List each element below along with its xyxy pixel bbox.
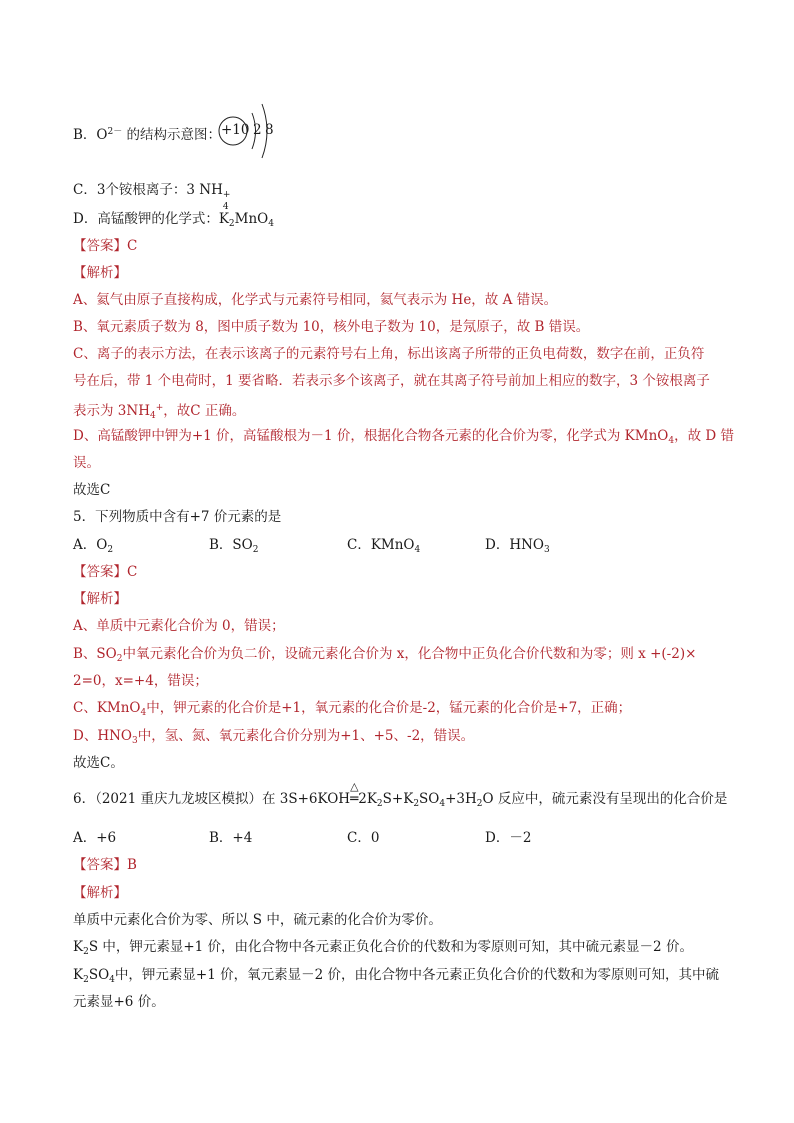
- q5-option-a: A．$O_2$: [73, 537, 114, 555]
- q5-answer: 【答案】C: [73, 564, 138, 580]
- q4-explanation-c-line3: 表示为 $3NH_4^+$，故C 正确。: [73, 403, 246, 421]
- q5-stem: 5．下列物质中含有+7 价元素的是: [73, 509, 282, 525]
- heat-equals-sign: △ ═: [350, 780, 359, 807]
- q4-analysis-heading: 【解析】: [73, 265, 127, 281]
- q4-explanation-d-line1: D、高锰酸钾中钾为+1 价，高锰酸根为－1 价，根据化合物各元素的化合价为零，化学式为 KMnO$_4$，故 D 错: [73, 428, 734, 446]
- q6-stem: 6．（2021 重庆九龙坡区模拟）在 3S+6KOH △ $═2K_2S+K_2SO_4+3H_2O$ 反应中，硫元素没有呈现出的化合价是: [73, 780, 728, 809]
- q5-option-b: B．$SO_2$: [209, 537, 259, 555]
- q6-explanation-line4: 元素显+6 价。: [73, 994, 165, 1010]
- q4-explanation-b: B、氧元素质子数为 8，图中质子数为 10，核外电子数为 10，是氖原子，故 B 错误。: [73, 319, 590, 335]
- q6-option-a: A．+6: [73, 830, 117, 846]
- q5-explanation-b-line2: 2=0，x=+4，错误；: [73, 673, 208, 689]
- nucleus-charge: +10: [221, 122, 250, 138]
- q4-explanation-c-line2: 号在后，带 1 个电荷时，1 要省略．若表示多个该离子，就在其离子符号前加上相应的数字，3 个铵根离子: [73, 373, 710, 389]
- q4-conclusion: 故选C: [73, 482, 111, 498]
- q4-explanation-d-line2: 误。: [73, 455, 100, 471]
- q6-explanation-line2: $K_2S$ 中，钾元素显+1 价，由化合物中各元素正负化合价的代数和为零原则可知，其中硫元素显－2 价。: [73, 939, 693, 957]
- q5-explanation-a: A、单质中元素化合价为 0，错误；: [73, 618, 285, 634]
- atom-structure-diagram: [218, 96, 292, 166]
- q6-option-b: B．+4: [209, 830, 253, 846]
- q4-explanation-a: A、氦气由原子直接构成，化学式与元素符号相同，氦气表示为 He，故 A 错误。: [73, 292, 558, 308]
- q5-explanation-c: C、KMnO$_4$中，钾元素的化合价是+1，氧元素的化合价是-2，锰元素的化合价是+7，正确；: [73, 700, 632, 718]
- q6-explanation-line3: $K_2SO_4$中，钾元素显+1 价，氧元素显－2 价，由化合物中各元素正负化合价的代数和为零原则可知，其中硫: [73, 967, 719, 985]
- q6-answer: 【答案】B: [73, 857, 137, 873]
- q5-analysis-heading: 【解析】: [73, 591, 127, 607]
- q4-answer: 【答案】C: [73, 238, 138, 254]
- q6-option-c: C．0: [347, 830, 380, 846]
- shell-2-electrons: 8: [265, 122, 274, 138]
- q5-option-d: D．$HNO_3$: [485, 537, 550, 555]
- shell-1-electrons: 2: [253, 122, 262, 138]
- q6-explanation-line1: 单质中元素化合价为零、所以 S 中，硫元素的化合价为零价。: [73, 912, 442, 928]
- q4-option-b: B．$O^{2-}$ 的结构示意图：: [73, 127, 222, 143]
- q5-conclusion: 故选C。: [73, 755, 124, 771]
- q4-explanation-c-line1: C、离子的表示方法，在表示该离子的元素符号右上角，标出该离子所带的正负电荷数，数字在前，正负符: [73, 346, 705, 362]
- q5-option-c: C．KMnO$_4$: [347, 537, 421, 555]
- q5-explanation-d: D、$HNO_3$中，氢、氮、氧元素化合价分别为+1、+5、-2，错误。: [73, 728, 475, 746]
- q4-option-c: C．3个铵根离子：3 NH + 4: [73, 182, 231, 212]
- q6-option-d: D．－2: [485, 830, 532, 846]
- q5-explanation-b-line1: B、$SO_2$中氧元素化合价为负二价，设硫元素化合价为 x，化合物中正负化合价代数和为零；则 x +(-2)×: [73, 646, 697, 664]
- q6-analysis-heading: 【解析】: [73, 885, 127, 901]
- q4-option-d: D．高锰酸钾的化学式：$K_2MnO_4$: [73, 211, 274, 229]
